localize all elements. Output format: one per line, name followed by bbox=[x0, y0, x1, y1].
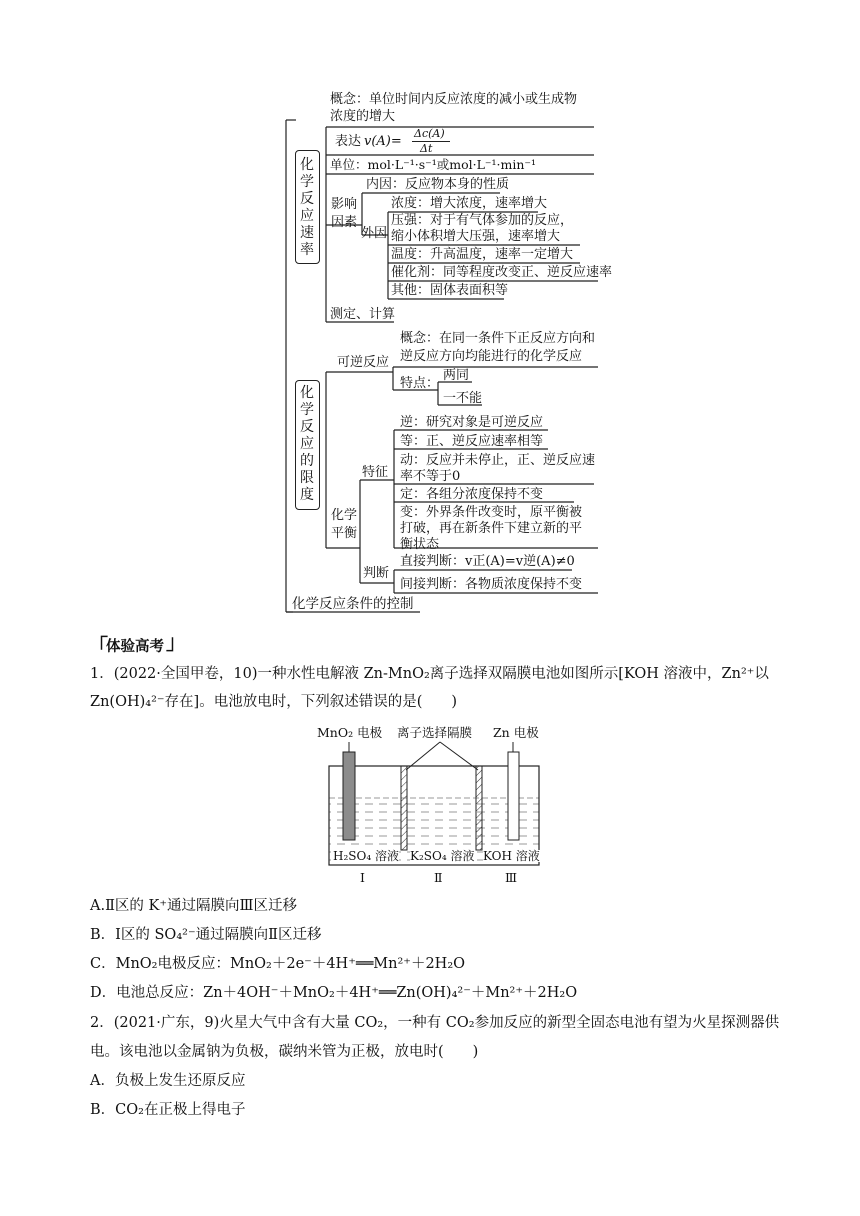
reversible-feature-2: 一不能 bbox=[443, 391, 483, 406]
rate-root: 化学反应速率 bbox=[300, 157, 314, 258]
zn-electrode bbox=[508, 752, 519, 840]
external-temperature: 温度：升高温度，速率一定增大 bbox=[391, 247, 574, 262]
external-concentration: 浓度：增大浓度，速率增大 bbox=[391, 196, 548, 211]
q1-option-a: A.Ⅱ区的 K⁺通过隔膜向Ⅲ区迁移 bbox=[90, 898, 298, 914]
external-catalyst: 催化剂：同等程度改变正、逆反应速率 bbox=[391, 265, 613, 280]
feature-change-line1: 变：外界条件改变时，原平衡被 bbox=[400, 505, 583, 520]
q1-stem-line2: Zn(OH)₄²⁻存在]。电池放电时，下列叙述错误的是( ) bbox=[90, 694, 458, 710]
judge-indirect: 间接判断：各物质浓度保持不变 bbox=[400, 577, 583, 592]
q2-stem-line2: 电。该电池以金属钠为负极，碳纳米管为正极，放电时( ) bbox=[90, 1044, 479, 1060]
q1-option-d: D．电池总反应：Zn＋4OH⁻＋MnO₂＋4H⁺══Zn(OH)₄²⁻＋Mn²⁺＋2H₂O bbox=[90, 985, 578, 1001]
region-2: Ⅱ bbox=[434, 870, 443, 885]
q1-stem-line1: 1．(2022·全国甲卷，10)一种水性电解液 Zn-MnO₂离子选择双隔膜电池如图所示[KOH 溶液中，Zn²⁺以 bbox=[90, 666, 769, 682]
solution-h2so4: H₂SO₄ 溶液 bbox=[333, 849, 399, 863]
solution-k2so4: K₂SO₄ 溶液 bbox=[410, 849, 475, 863]
region-3: Ⅲ bbox=[505, 870, 518, 885]
judge-direct: 直接判断：v正(A)=v逆(A)≠0 bbox=[400, 554, 575, 569]
limit-root: 化学反应的限度 bbox=[300, 385, 314, 503]
external-other: 其他：固体表面积等 bbox=[391, 283, 509, 298]
feature-equal: 等：正、逆反应速率相等 bbox=[400, 434, 544, 449]
rate-concept-line2: 浓度的增大 bbox=[330, 109, 396, 124]
external-label: 外因 bbox=[361, 226, 388, 241]
q2-option-a: A．负极上发生还原反应 bbox=[90, 1073, 246, 1089]
membrane-left bbox=[401, 766, 407, 850]
rate-measure: 测定、计算 bbox=[330, 307, 396, 322]
q2-stem-line1: 2．(2021·广东，9)火星大气中含有大量 CO₂，一种有 CO₂参加反应的新型全固态电池有望为火星探测器供 bbox=[90, 1015, 780, 1031]
section-bracket-left: 「 bbox=[88, 634, 108, 658]
label-zn-electrode: Zn 电极 bbox=[493, 725, 539, 740]
q1-option-b: B．Ⅰ区的 SO₄²⁻通过隔膜向Ⅱ区迁移 bbox=[90, 927, 322, 943]
equilibrium-label: 化学平衡 bbox=[330, 508, 357, 541]
rate-unit: 单位：mol·L⁻¹·s⁻¹或mol·L⁻¹·min⁻¹ bbox=[330, 157, 536, 172]
factors-label: 影响因素 bbox=[330, 197, 357, 230]
control-label: 化学反应条件的控制 bbox=[292, 596, 414, 612]
mno2-electrode bbox=[343, 752, 355, 840]
reversible-concept-line2: 逆反应方向均能进行的化学反应 bbox=[400, 349, 583, 364]
reversible-concept-line1: 概念：在同一条件下正反应方向和 bbox=[400, 331, 596, 346]
rate-expression-denominator: Δt bbox=[420, 142, 433, 155]
reversible-label: 可逆反应 bbox=[337, 355, 390, 370]
membrane-right bbox=[476, 766, 482, 850]
feature-fixed: 定：各组分浓度保持不变 bbox=[400, 487, 544, 502]
rate-expression-prefix: 表达 bbox=[335, 134, 362, 149]
solution-koh: KOH 溶液 bbox=[483, 849, 540, 863]
section-title: 体验高考 bbox=[106, 639, 164, 655]
features-label: 特征 bbox=[362, 465, 389, 480]
feature-change-line3: 衡状态 bbox=[400, 537, 440, 552]
rate-concept-line1: 概念：单位时间内反应浓度的减小或生成物 bbox=[330, 92, 578, 107]
region-1: Ⅰ bbox=[360, 870, 365, 885]
feature-change-line2: 打破，再在新条件下建立新的平 bbox=[400, 521, 583, 536]
reversible-feature-label: 特点： bbox=[400, 376, 440, 391]
rate-expression-numerator: Δc(A) bbox=[414, 127, 445, 140]
feature-dynamic-line2: 率不等于0 bbox=[400, 469, 461, 484]
label-mno2-electrode: MnO₂ 电极 bbox=[317, 725, 383, 740]
judge-label: 判断 bbox=[363, 566, 390, 581]
q1-option-c: C．MnO₂电极反应：MnO₂＋2e⁻＋4H⁺══Mn²⁺＋2H₂O bbox=[90, 956, 466, 972]
section-bracket-right: 」 bbox=[166, 630, 186, 654]
external-pressure-line1: 压强：对于有气体参加的反应， bbox=[391, 213, 574, 228]
feature-dynamic-line1: 动：反应并未停止，正、逆反应速 bbox=[400, 453, 596, 468]
internal-cause: 内因：反应物本身的性质 bbox=[366, 177, 510, 192]
external-pressure-line2: 缩小体积增大压强，速率增大 bbox=[391, 229, 561, 244]
reversible-feature-1: 两同 bbox=[443, 368, 470, 383]
q2-option-b: B．CO₂在正极上得电子 bbox=[90, 1102, 246, 1118]
rate-expression-formula: v(A)= bbox=[364, 134, 402, 149]
feature-reverse: 逆：研究对象是可逆反应 bbox=[400, 415, 544, 430]
label-membrane: 离子选择隔膜 bbox=[397, 725, 473, 740]
